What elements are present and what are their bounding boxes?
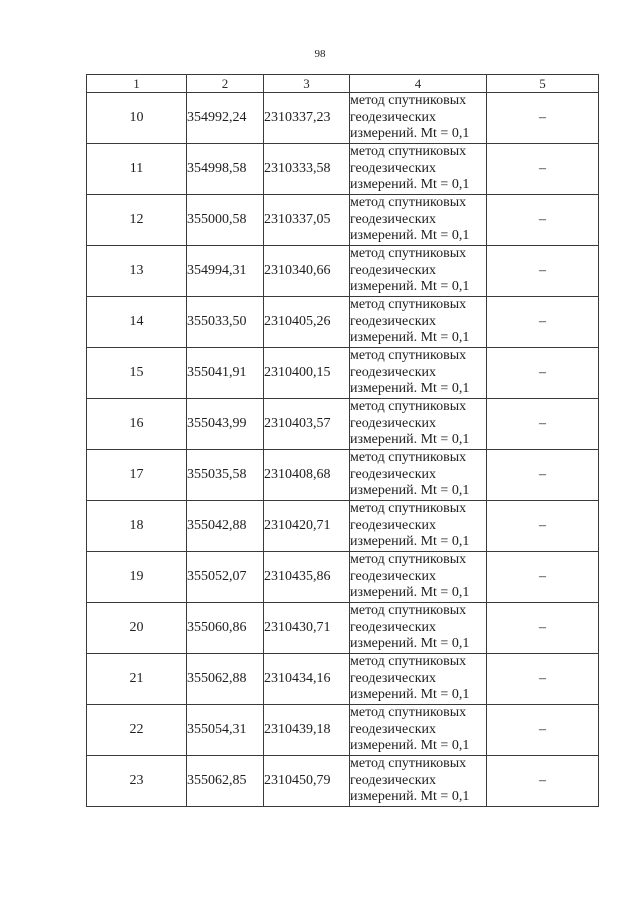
description-cell: –	[487, 450, 599, 501]
x-coordinate-cell: 355043,99	[187, 399, 264, 450]
y-coordinate-cell: 2310430,71	[264, 603, 350, 654]
x-coordinate-cell: 355052,07	[187, 552, 264, 603]
y-coordinate-cell: 2310400,15	[264, 348, 350, 399]
table-row	[87, 246, 599, 297]
method-cell: метод спутниковых геодезических измерений. Mt = 0,1	[350, 246, 487, 297]
description-cell: –	[487, 399, 599, 450]
description-cell: –	[487, 144, 599, 195]
table-row	[87, 144, 599, 195]
description-cell: –	[487, 552, 599, 603]
description-cell: –	[487, 756, 599, 807]
page-number: 98	[314, 48, 326, 60]
method-cell: метод спутниковых геодезических измерений. Mt = 0,1	[350, 552, 487, 603]
y-coordinate-cell: 2310333,58	[264, 144, 350, 195]
table-row	[87, 501, 599, 552]
y-coordinate-cell: 2310403,57	[264, 399, 350, 450]
y-coordinate-cell: 2310337,05	[264, 195, 350, 246]
y-coordinate-cell: 2310450,79	[264, 756, 350, 807]
x-coordinate-cell: 355062,85	[187, 756, 264, 807]
table-row	[87, 297, 599, 348]
table-body	[87, 93, 599, 807]
table-row	[87, 348, 599, 399]
x-coordinate-cell: 355062,88	[187, 654, 264, 705]
x-coordinate-cell: 355041,91	[187, 348, 264, 399]
y-coordinate-cell: 2310408,68	[264, 450, 350, 501]
x-coordinate-cell: 355000,58	[187, 195, 264, 246]
x-coordinate-cell: 354992,24	[187, 93, 264, 144]
point-number-cell: 17	[87, 450, 187, 501]
method-cell: метод спутниковых геодезических измерений. Mt = 0,1	[350, 195, 487, 246]
y-coordinate-cell: 2310405,26	[264, 297, 350, 348]
description-cell: –	[487, 654, 599, 705]
description-cell: –	[487, 501, 599, 552]
coordinates-table	[86, 74, 599, 807]
method-cell: метод спутниковых геодезических измерений. Mt = 0,1	[350, 705, 487, 756]
x-coordinate-cell: 354998,58	[187, 144, 264, 195]
table-row	[87, 603, 599, 654]
table-row	[87, 195, 599, 246]
x-coordinate-cell: 355054,31	[187, 705, 264, 756]
x-coordinate-cell: 355033,50	[187, 297, 264, 348]
x-coordinate-cell: 355042,88	[187, 501, 264, 552]
description-cell: –	[487, 705, 599, 756]
method-cell: метод спутниковых геодезических измерений. Mt = 0,1	[350, 603, 487, 654]
point-number-cell: 10	[87, 93, 187, 144]
x-coordinate-cell: 355035,58	[187, 450, 264, 501]
description-cell: –	[487, 93, 599, 144]
y-coordinate-cell: 2310435,86	[264, 552, 350, 603]
x-coordinate-cell: 355060,86	[187, 603, 264, 654]
description-cell: –	[487, 348, 599, 399]
table-row	[87, 450, 599, 501]
description-cell: –	[487, 603, 599, 654]
point-number-cell: 15	[87, 348, 187, 399]
point-number-cell: 14	[87, 297, 187, 348]
method-cell: метод спутниковых геодезических измерений. Mt = 0,1	[350, 348, 487, 399]
point-number-cell: 13	[87, 246, 187, 297]
point-number-cell: 22	[87, 705, 187, 756]
y-coordinate-cell: 2310337,23	[264, 93, 350, 144]
table-row	[87, 705, 599, 756]
table-row	[87, 399, 599, 450]
description-cell: –	[487, 297, 599, 348]
point-number-cell: 18	[87, 501, 187, 552]
column-header-x: 2	[187, 75, 264, 93]
y-coordinate-cell: 2310439,18	[264, 705, 350, 756]
point-number-cell: 23	[87, 756, 187, 807]
column-header-method: 4	[350, 75, 487, 93]
table-row	[87, 756, 599, 807]
method-cell: метод спутниковых геодезических измерений. Mt = 0,1	[350, 756, 487, 807]
point-number-cell: 21	[87, 654, 187, 705]
method-cell: метод спутниковых геодезических измерений. Mt = 0,1	[350, 93, 487, 144]
method-cell: метод спутниковых геодезических измерений. Mt = 0,1	[350, 450, 487, 501]
method-cell: метод спутниковых геодезических измерений. Mt = 0,1	[350, 399, 487, 450]
table-header-row	[87, 75, 599, 93]
column-header-description: 5	[487, 75, 599, 93]
method-cell: метод спутниковых геодезических измерений. Mt = 0,1	[350, 654, 487, 705]
y-coordinate-cell: 2310420,71	[264, 501, 350, 552]
column-header-y: 3	[264, 75, 350, 93]
y-coordinate-cell: 2310340,66	[264, 246, 350, 297]
table-row	[87, 552, 599, 603]
table-row	[87, 93, 599, 144]
method-cell: метод спутниковых геодезических измерений. Mt = 0,1	[350, 297, 487, 348]
column-header-point-number: 1	[87, 75, 187, 93]
point-number-cell: 12	[87, 195, 187, 246]
point-number-cell: 16	[87, 399, 187, 450]
description-cell: –	[487, 246, 599, 297]
description-cell: –	[487, 195, 599, 246]
method-cell: метод спутниковых геодезических измерений. Mt = 0,1	[350, 501, 487, 552]
point-number-cell: 19	[87, 552, 187, 603]
x-coordinate-cell: 354994,31	[187, 246, 264, 297]
point-number-cell: 20	[87, 603, 187, 654]
y-coordinate-cell: 2310434,16	[264, 654, 350, 705]
table-row	[87, 654, 599, 705]
method-cell: метод спутниковых геодезических измерений. Mt = 0,1	[350, 144, 487, 195]
point-number-cell: 11	[87, 144, 187, 195]
